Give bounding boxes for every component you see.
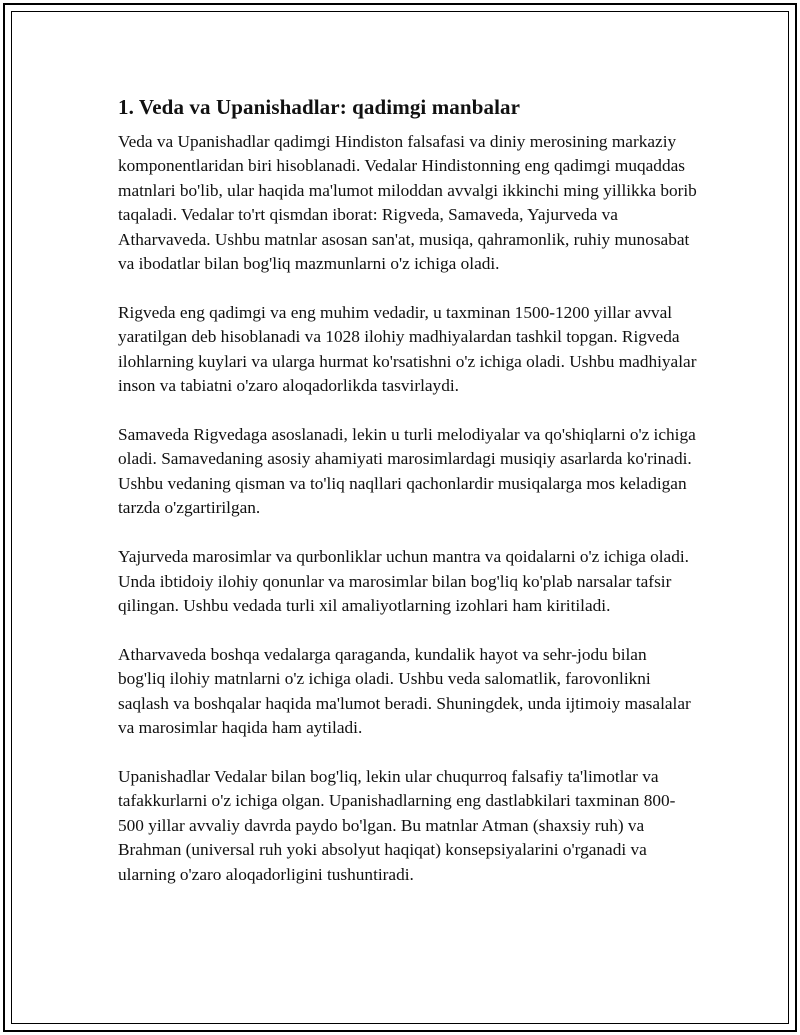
paragraph-atharvaveda: Atharvaveda boshqa vedalarga qaraganda, kundalik hayot va sehr-jodu bilan bog'liq ilohiy matnlarni o'z ichiga oladi. Ushbu veda salomatlik, farovonlikni saqlash va boshqalar haqida ma'lumot beradi. Shuningdek, unda ijtimoiy masalalar va marosimlar haqida ham aytiladi. (118, 644, 691, 738)
paragraph-rigveda: Rigveda eng qadimgi va eng muhim vedadir, u taxminan 1500-1200 yillar avval yaratilgan deb hisoblanadi va 1028 ilohiy madhiyalardan tashkil topgan. Rigveda ilohlarning kuylari va ularga hurmat ko'rsatishni o'z ichiga oladi. Ushbu madhiyalar inson va tabiatni o'zaro aloqadorlikda tasvirlaydi. (118, 302, 697, 396)
paragraph-upanishadlar: Upanishadlar Vedalar bilan bog'liq, lekin ular chuqurroq falsafiy ta'limotlar va tafakkurlarni o'z ichiga olgan. Upanishadlarning eng dastlabkilari taxminan 800-500 yillar avvaliy davrda paydo bo'lgan. Bu matnlar Atman (shaxsiy ruh) va Brahman (universal ruh yoki absolyut haqiqat) konsepsiyalarini o'rganadi va ularning o'zaro aloqadorligini tushuntiradi. (118, 767, 676, 884)
document-body (118, 94, 698, 912)
section-heading: 1. Veda va Upanishadlar: qadimgi manbalar (118, 95, 521, 119)
paragraph-yajurveda: Yajurveda marosimlar va qurbonliklar uchun mantra va qoidalarni o'z ichiga oladi. Unda ibtidoiy ilohiy qonunlar va marosimlar bilan bog'liq ko'plab narsalar tafsir qilingan. Ushbu vedada turli xil amaliyotlarning izohlari ham kiritiladi. (118, 547, 689, 615)
paragraph-samaveda: Samaveda Rigvedaga asoslanadi, lekin u turli melodiyalar va qo'shiqlarni o'z ichiga oladi. Samavedaning asosiy ahamiyati marosimlardagi musiqiy asarlarda ko'rinadi. Ushbu vedaning qisman va to'liq naqllari qachonlardir musiqalarga mos keladigan tarzda o'zgartirilgan. (118, 425, 696, 518)
paragraph-intro: Veda va Upanishadlar qadimgi Hindiston falsafasi va diniy merosining markaziy komponentlaridan biri hisoblanadi. Vedalar Hindistonning eng qadimgi muqaddas matnlari bo'lib, ular haqida ma'lumot miloddan avvalgi ikkinchi ming yillikka borib taqaladi. Vedalar to'rt qismdan iborat: Rigveda, Samaveda, Yajurveda va Atharvaveda. Ushbu matnlar asosan san'at, musiqa, qahramonlik, ruhiy munosabat va ibodatlar bilan bog'liq mazmunlarni o'z ichiga oladi. (118, 132, 697, 274)
